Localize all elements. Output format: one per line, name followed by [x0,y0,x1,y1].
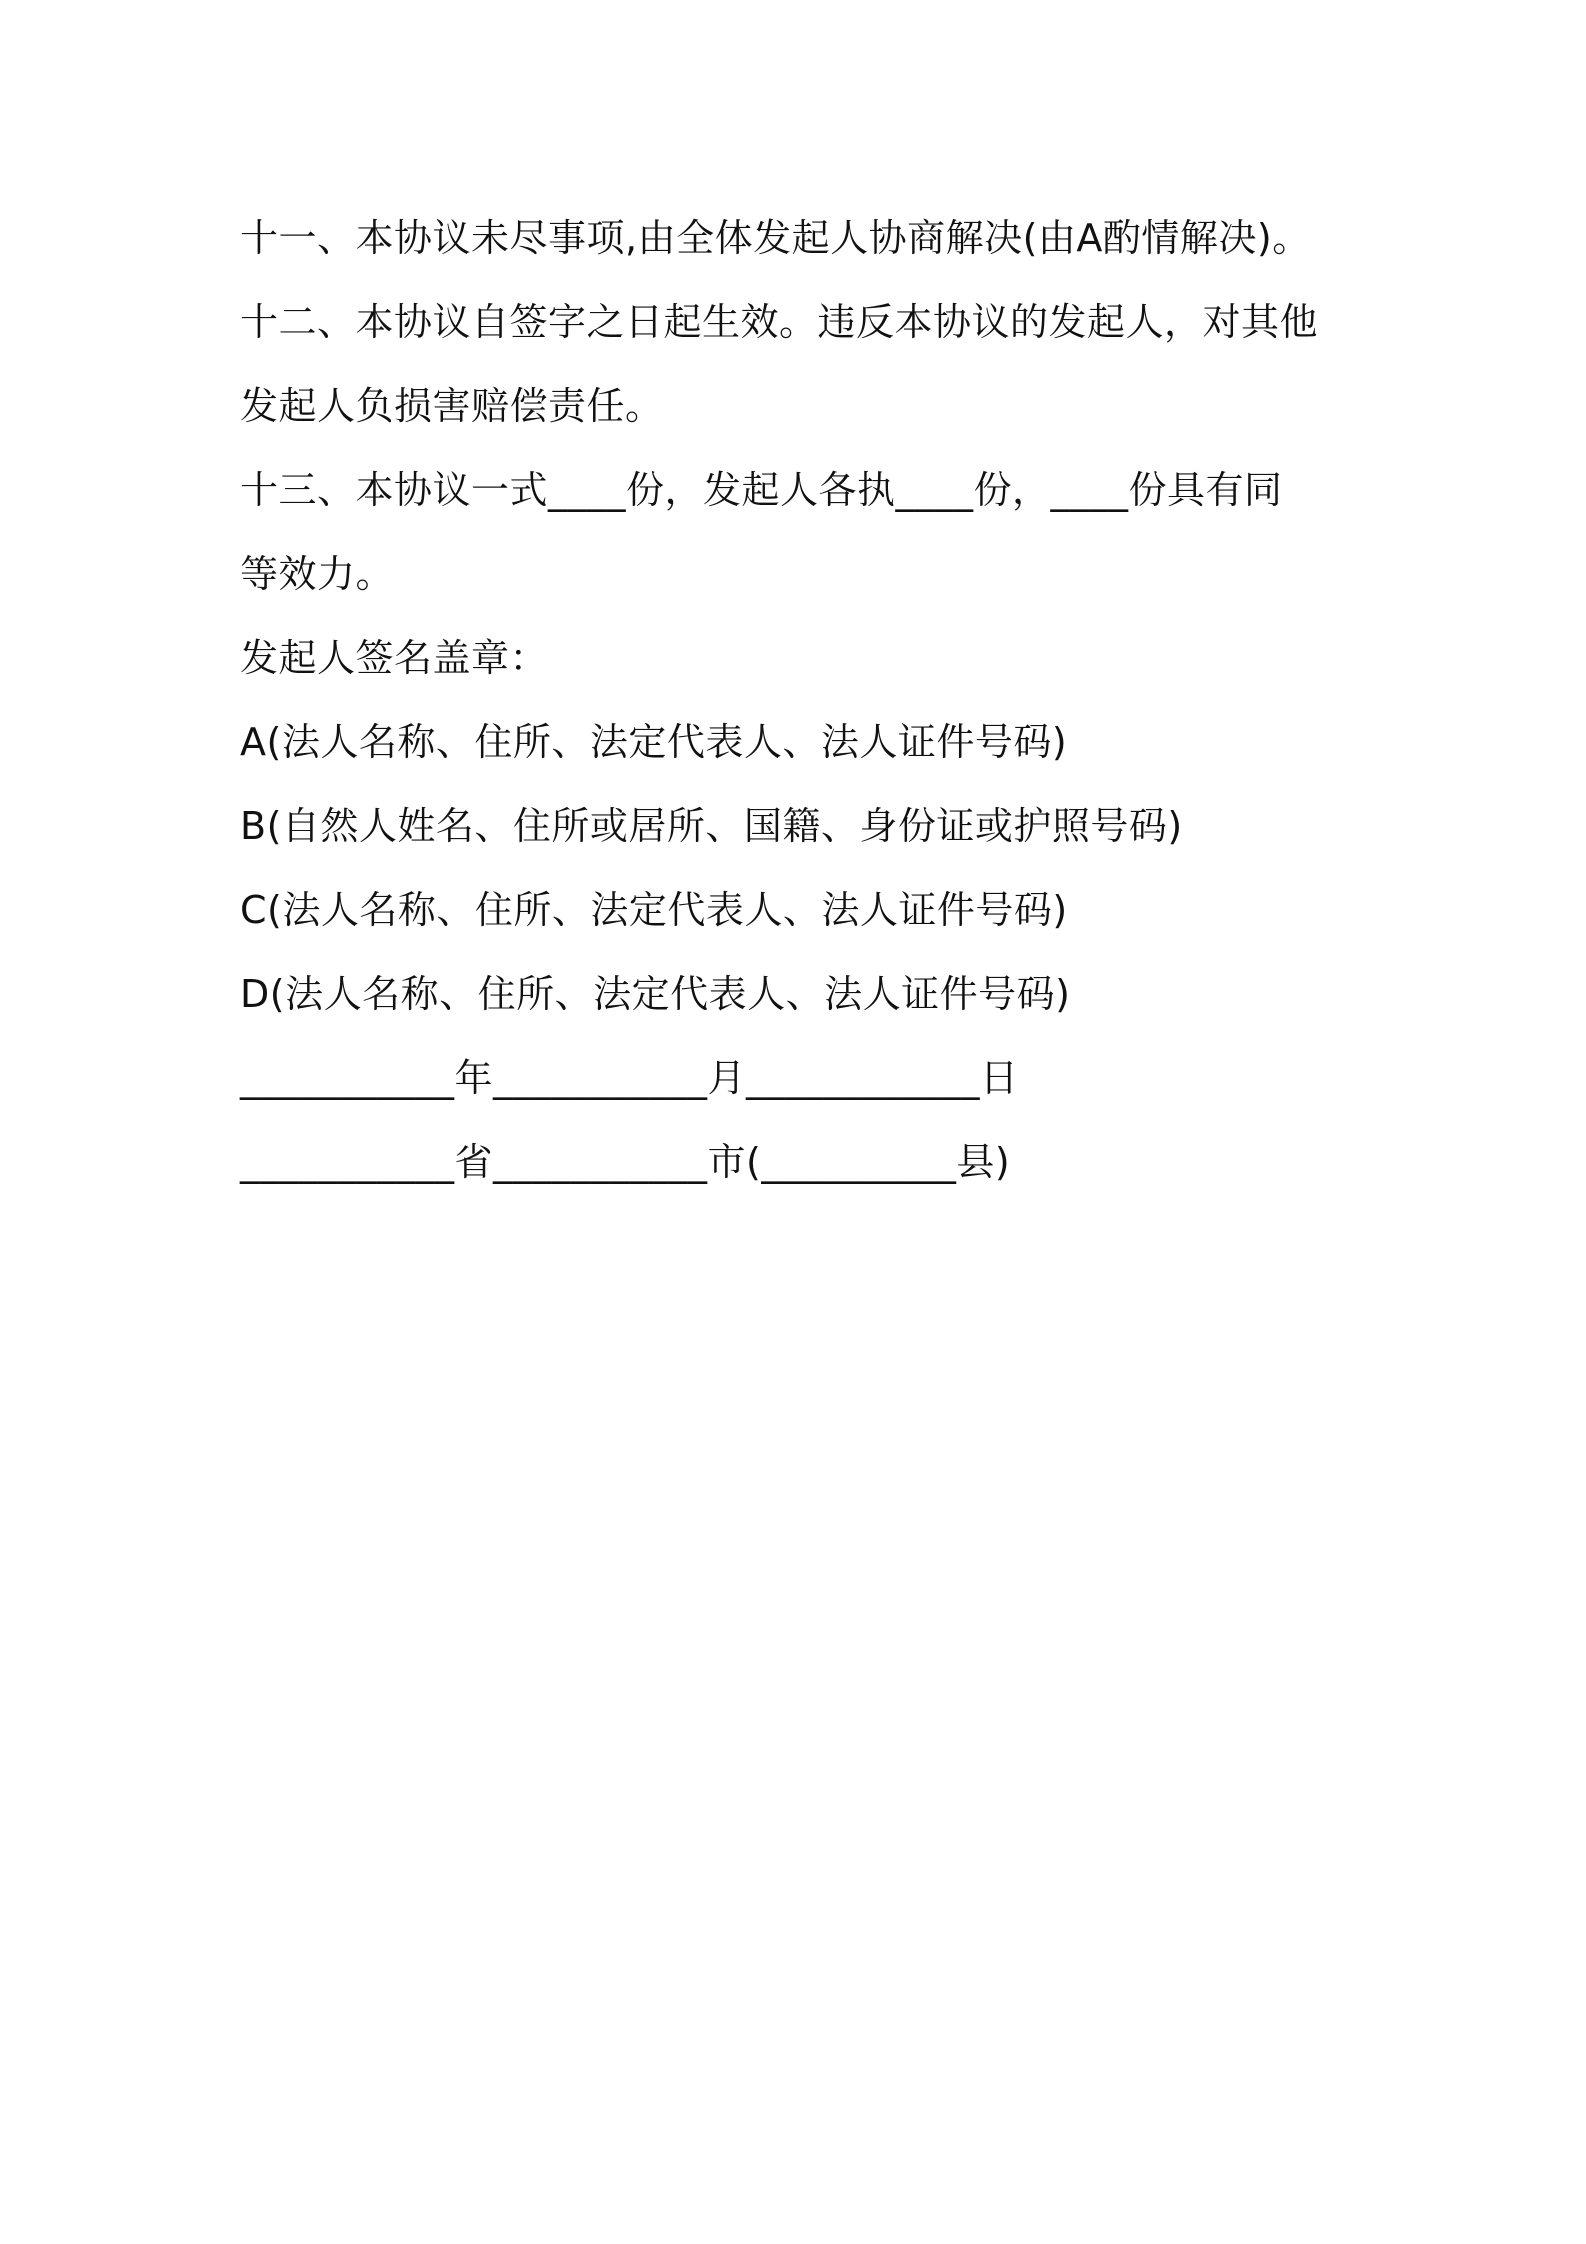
clause-13-line-2: 等效力。 [240,552,395,596]
clause-13-line-1: 十三、本协议一式____份，发起人各执____份，____份具有同 [240,468,1283,512]
signatory-b: B(自然人姓名、住所或居所、国籍、身份证或护照号码) [240,804,1183,848]
location-line: ___________省___________市(__________县) [240,1140,1011,1184]
signatory-c: C(法人名称、住所、法定代表人、法人证件号码) [240,888,1068,932]
clause-12-line-2: 发起人负损害赔偿责任。 [240,384,664,428]
date-line: ___________年___________月____________日 [240,1056,1019,1100]
clause-11: 十一、本协议未尽事项,由全体发起人协商解决(由A酌情解决)。 [240,216,1311,260]
signature-heading: 发起人签名盖章： [240,636,549,680]
signatory-a: A(法人名称、住所、法定代表人、法人证件号码) [240,720,1068,764]
signatory-d: D(法人名称、住所、法定代表人、法人证件号码) [240,972,1071,1016]
document-body [240,196,1360,1204]
clause-12-line-1: 十二、本协议自签字之日起生效。违反本协议的发起人，对其他 [240,300,1319,344]
